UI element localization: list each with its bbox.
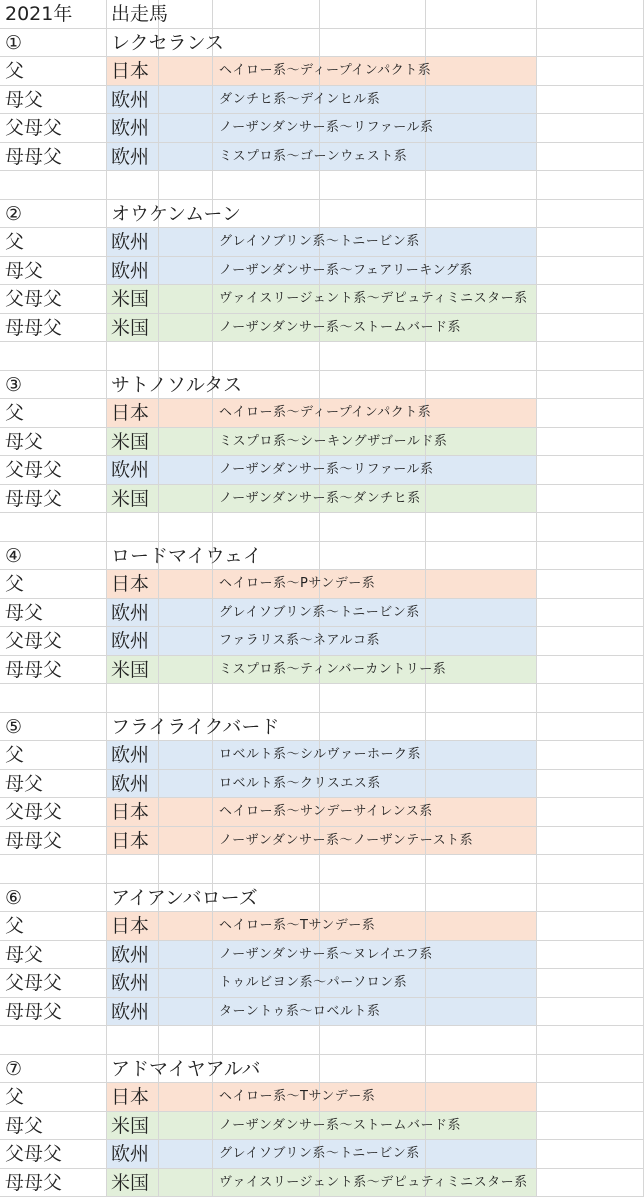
relation-label: 母母父 (5, 487, 63, 510)
region-label: 米国 (111, 1171, 150, 1194)
cell[interactable] (537, 257, 644, 286)
relation-label: 母父 (5, 259, 44, 282)
cell[interactable] (213, 0, 320, 29)
cell[interactable] (159, 456, 213, 485)
region-label: 欧州 (111, 459, 150, 481)
cell[interactable] (159, 570, 213, 599)
cell[interactable] (426, 399, 537, 428)
cell[interactable] (159, 770, 213, 799)
cell[interactable] (426, 1083, 537, 1112)
cell[interactable] (320, 884, 426, 913)
cell[interactable] (537, 171, 644, 200)
cell[interactable] (537, 342, 644, 371)
cell[interactable] (426, 570, 537, 599)
cell[interactable] (0, 1026, 107, 1055)
pedigree-row (0, 1112, 644, 1141)
horse-number: ⑥ (5, 886, 23, 909)
cell[interactable] (537, 884, 644, 913)
region-label: 米国 (111, 487, 150, 510)
sire-line-text: ロベルト系～シルヴァーホーク系 (219, 747, 422, 762)
cell[interactable] (537, 770, 644, 799)
pedigree-row (0, 941, 644, 970)
cell[interactable] (537, 1169, 644, 1198)
relation-label: 父 (5, 915, 25, 937)
cell[interactable] (537, 798, 644, 827)
cell[interactable] (537, 200, 644, 229)
relation-label: 父母父 (5, 1143, 63, 1165)
cell[interactable] (320, 513, 426, 542)
sire-line-text: ヴァイスリージェント系～デピュティミニスター系 (219, 291, 528, 306)
cell[interactable] (537, 1140, 644, 1169)
cell[interactable] (107, 1026, 159, 1055)
pedigree-row (0, 656, 644, 685)
relation-label: 母父 (5, 943, 44, 966)
cell[interactable] (426, 855, 537, 884)
cell[interactable] (320, 1055, 426, 1084)
cell[interactable] (426, 57, 537, 86)
pedigree-row (0, 86, 644, 115)
relation-label: 母母父 (5, 1171, 63, 1194)
column-header-cell: 出走馬 (111, 3, 169, 25)
cell[interactable] (426, 884, 537, 913)
horse-row (0, 371, 644, 400)
blank-row (0, 342, 644, 371)
pedigree-row (0, 599, 644, 628)
cell[interactable] (537, 143, 644, 172)
sire-line-text: ヘイロー系～Pサンデー系 (219, 576, 376, 591)
sire-line-text: ミスプロ系～シーキングザゴールド系 (219, 433, 448, 449)
pedigree-row (0, 1169, 644, 1198)
pedigree-row (0, 257, 644, 286)
region-label: 欧州 (111, 231, 150, 253)
horse-row (0, 542, 644, 571)
cell[interactable] (159, 684, 213, 713)
cell[interactable] (159, 86, 213, 115)
cell[interactable] (537, 314, 644, 343)
sire-line-text: ターントゥ系～ロベルト系 (219, 1003, 381, 1019)
cell[interactable] (159, 827, 213, 856)
region-label: 欧州 (111, 88, 150, 111)
pedigree-row (0, 1140, 644, 1169)
cell[interactable] (320, 855, 426, 884)
cell[interactable] (537, 656, 644, 685)
sire-line-text: ミスプロ系～ゴーンウェスト系 (219, 148, 408, 164)
horse-name: サトノソルタス (111, 373, 243, 396)
relation-label: 父母父 (5, 459, 63, 481)
cell[interactable] (537, 998, 644, 1027)
pedigree-row (0, 1083, 644, 1112)
cell[interactable] (537, 228, 644, 257)
cell[interactable] (320, 371, 426, 400)
relation-label: 母母父 (5, 316, 63, 339)
cell[interactable] (426, 1055, 537, 1084)
region-label: 米国 (111, 430, 150, 453)
cell[interactable] (537, 1026, 644, 1055)
cell[interactable] (537, 399, 644, 428)
pedigree-row (0, 627, 644, 656)
cell[interactable] (159, 969, 213, 998)
cell[interactable] (537, 29, 644, 58)
cell[interactable] (426, 200, 537, 229)
pedigree-row (0, 969, 644, 998)
pedigree-row (0, 228, 644, 257)
relation-label: 母母父 (5, 829, 63, 852)
cell[interactable] (537, 1055, 644, 1084)
cell[interactable] (426, 29, 537, 58)
cell[interactable] (159, 342, 213, 371)
sire-line-text: ノーザンダンサー系～ノーザンテースト系 (219, 832, 474, 848)
horse-name: ロードマイウェイ (111, 544, 262, 567)
cell[interactable] (159, 314, 213, 343)
pedigree-row (0, 570, 644, 599)
relation-label: 父母父 (5, 972, 63, 994)
horse-number: ③ (5, 373, 23, 396)
sire-line-text: ダンチヒ系～デインヒル系 (219, 91, 381, 107)
cell[interactable] (159, 656, 213, 685)
cell[interactable] (426, 143, 537, 172)
cell[interactable] (320, 200, 426, 229)
pedigree-row (0, 798, 644, 827)
cell[interactable] (537, 827, 644, 856)
horse-number: ⑤ (5, 715, 23, 738)
cell[interactable] (159, 399, 213, 428)
region-label: 日本 (111, 829, 150, 852)
cell[interactable] (320, 542, 426, 571)
horse-row (0, 200, 644, 229)
cell[interactable] (159, 741, 213, 770)
cell[interactable] (537, 969, 644, 998)
relation-label: 父 (5, 1086, 25, 1108)
region-label: 欧州 (111, 1143, 150, 1165)
cell[interactable] (159, 1112, 213, 1141)
region-label: 欧州 (111, 145, 150, 168)
cell[interactable] (0, 513, 107, 542)
cell[interactable] (320, 342, 426, 371)
relation-label: 母父 (5, 430, 44, 453)
cell[interactable] (159, 1026, 213, 1055)
cell[interactable] (107, 684, 159, 713)
cell[interactable] (159, 1083, 213, 1112)
cell[interactable] (426, 513, 537, 542)
sire-line-text: ノーザンダンサー系～リファール系 (219, 120, 434, 135)
region-label: 日本 (111, 402, 150, 424)
cell[interactable] (426, 1140, 537, 1169)
cell[interactable] (320, 713, 426, 742)
horse-name: アドマイヤアルバ (111, 1057, 261, 1080)
horse-number: ④ (5, 544, 23, 567)
sire-line-text: ノーザンダンサー系～ストームバード系 (219, 319, 461, 335)
cell[interactable] (0, 684, 107, 713)
cell[interactable] (213, 684, 320, 713)
header-row (0, 0, 644, 29)
blank-row (0, 684, 644, 713)
relation-label: 母母父 (5, 1000, 63, 1023)
cell[interactable] (537, 371, 644, 400)
region-label: 欧州 (111, 943, 150, 966)
cell[interactable] (426, 599, 537, 628)
region-label: 欧州 (111, 117, 150, 139)
cell[interactable] (320, 171, 426, 200)
cell[interactable] (159, 114, 213, 143)
year-cell: 2021年 (5, 3, 73, 25)
cell[interactable] (537, 855, 644, 884)
cell[interactable] (426, 684, 537, 713)
cell[interactable] (537, 428, 644, 457)
relation-label: 父 (5, 60, 25, 82)
pedigree-row (0, 285, 644, 314)
cell[interactable] (537, 599, 644, 628)
cell[interactable] (426, 342, 537, 371)
region-label: 日本 (111, 915, 150, 937)
sire-line-text: ヴァイスリージェント系～デピュティミニスター系 (219, 1174, 528, 1190)
cell[interactable] (426, 485, 537, 514)
cell[interactable] (426, 741, 537, 770)
blank-row (0, 855, 644, 884)
cell[interactable] (426, 969, 537, 998)
relation-label: 父母父 (5, 630, 63, 652)
sire-line-text: ヘイロー系～サンデーサイレンス系 (219, 804, 433, 819)
relation-label: 父母父 (5, 288, 63, 310)
cell[interactable] (426, 941, 537, 970)
cell[interactable] (159, 998, 213, 1027)
region-label: 米国 (111, 288, 150, 310)
region-label: 日本 (111, 573, 150, 595)
cell[interactable] (426, 713, 537, 742)
cell[interactable] (537, 285, 644, 314)
cell[interactable] (426, 798, 537, 827)
cell[interactable] (159, 941, 213, 970)
sire-line-text: ノーザンダンサー系～ダンチヒ系 (219, 490, 421, 506)
cell[interactable] (537, 912, 644, 941)
cell[interactable] (159, 627, 213, 656)
pedigree-row (0, 428, 644, 457)
cell[interactable] (159, 57, 213, 86)
cell[interactable] (107, 513, 159, 542)
cell[interactable] (537, 456, 644, 485)
cell[interactable] (426, 86, 537, 115)
relation-label: 母父 (5, 772, 44, 795)
relation-label: 父 (5, 231, 25, 253)
relation-label: 母父 (5, 601, 44, 624)
region-label: 米国 (111, 316, 150, 339)
cell[interactable] (320, 0, 426, 29)
cell[interactable] (426, 456, 537, 485)
cell[interactable] (426, 371, 537, 400)
cell[interactable] (159, 143, 213, 172)
horse-name: アイアンバローズ (111, 886, 258, 909)
cell[interactable] (537, 485, 644, 514)
horse-row (0, 884, 644, 913)
pedigree-row (0, 912, 644, 941)
cell[interactable] (159, 1140, 213, 1169)
horse-row (0, 29, 644, 58)
cell[interactable] (320, 684, 426, 713)
relation-label: 父 (5, 402, 25, 424)
cell[interactable] (426, 998, 537, 1027)
cell[interactable] (0, 342, 107, 371)
sire-line-text: ミスプロ系～ティンバーカントリー系 (219, 661, 447, 677)
cell[interactable] (537, 570, 644, 599)
cell[interactable] (159, 285, 213, 314)
cell[interactable] (537, 1112, 644, 1141)
pedigree-row (0, 485, 644, 514)
cell[interactable] (426, 770, 537, 799)
cell[interactable] (0, 855, 107, 884)
cell[interactable] (213, 171, 320, 200)
cell[interactable] (159, 798, 213, 827)
cell[interactable] (320, 1026, 426, 1055)
cell[interactable] (159, 428, 213, 457)
horse-number: ⑦ (5, 1057, 23, 1080)
pedigree-row (0, 57, 644, 86)
cell[interactable] (159, 485, 213, 514)
cell[interactable] (537, 513, 644, 542)
cell[interactable] (426, 228, 537, 257)
cell[interactable] (537, 713, 644, 742)
region-label: 米国 (111, 658, 150, 681)
cell[interactable] (320, 29, 426, 58)
sire-line-text: ヘイロー系～Tサンデー系 (219, 918, 376, 933)
blank-row (0, 513, 644, 542)
cell[interactable] (426, 542, 537, 571)
cell[interactable] (213, 342, 320, 371)
sire-line-text: グレイソブリン系～トニービン系 (219, 234, 420, 249)
cell[interactable] (426, 171, 537, 200)
cell[interactable] (213, 1026, 320, 1055)
cell[interactable] (213, 855, 320, 884)
relation-label: 母父 (5, 1114, 44, 1137)
relation-label: 母母父 (5, 658, 63, 681)
sire-line-text: ファラリス系～ネアルコ系 (219, 633, 380, 648)
region-label: 日本 (111, 60, 150, 82)
cell[interactable] (537, 684, 644, 713)
cell[interactable] (537, 741, 644, 770)
sire-line-text: ノーザンダンサー系～ヌレイエフ系 (219, 946, 433, 962)
cell[interactable] (426, 912, 537, 941)
cell[interactable] (426, 0, 537, 29)
pedigree-row (0, 770, 644, 799)
cell[interactable] (426, 627, 537, 656)
cell[interactable] (107, 171, 159, 200)
region-label: 欧州 (111, 601, 150, 624)
sire-line-text: ヘイロー系～ディープインパクト系 (219, 405, 432, 420)
relation-label: 母母父 (5, 145, 63, 168)
sire-line-text: トゥルビヨン系～パーソロン系 (219, 975, 408, 990)
horse-name: レクセランス (111, 31, 225, 54)
horse-number: ① (5, 31, 23, 54)
cell[interactable] (159, 599, 213, 628)
cell[interactable] (107, 342, 159, 371)
region-label: 日本 (111, 801, 150, 823)
cell[interactable] (159, 855, 213, 884)
cell[interactable] (107, 855, 159, 884)
relation-label: 父母父 (5, 117, 63, 139)
sire-line-text: ノーザンダンサー系～ストームバード系 (219, 1117, 461, 1133)
pedigree-row (0, 827, 644, 856)
horse-row (0, 1055, 644, 1084)
pedigree-row (0, 998, 644, 1027)
pedigree-row (0, 143, 644, 172)
sire-line-text: ノーザンダンサー系～リファール系 (219, 462, 434, 477)
cell[interactable] (0, 171, 107, 200)
cell[interactable] (537, 1083, 644, 1112)
region-label: 欧州 (111, 744, 150, 766)
cell[interactable] (426, 114, 537, 143)
cell[interactable] (213, 513, 320, 542)
pedigree-row (0, 399, 644, 428)
region-label: 欧州 (111, 972, 150, 994)
region-label: 欧州 (111, 630, 150, 652)
sire-line-text: グレイソブリン系～トニービン系 (219, 1146, 420, 1161)
cell[interactable] (159, 228, 213, 257)
sire-line-text: ノーザンダンサー系～フェアリーキング系 (219, 262, 473, 278)
cell[interactable] (159, 1169, 213, 1198)
relation-label: 父母父 (5, 801, 63, 823)
pedigree-row (0, 314, 644, 343)
region-label: 米国 (111, 1114, 150, 1137)
blank-row (0, 171, 644, 200)
sire-line-text: ヘイロー系～ディープインパクト系 (219, 63, 432, 78)
pedigree-row (0, 456, 644, 485)
sire-line-text: グレイソブリン系～トニービン系 (219, 604, 420, 620)
horse-number: ② (5, 202, 23, 225)
horse-name: フライライクバード (111, 715, 280, 738)
cell[interactable] (159, 171, 213, 200)
pedigree-row (0, 741, 644, 770)
horse-name: オウケンムーン (111, 202, 241, 225)
region-label: 日本 (111, 1086, 150, 1108)
cell[interactable] (537, 941, 644, 970)
horse-row (0, 713, 644, 742)
cell[interactable] (537, 627, 644, 656)
cell[interactable] (537, 114, 644, 143)
region-label: 欧州 (111, 259, 150, 282)
cell[interactable] (537, 57, 644, 86)
blank-row (0, 1026, 644, 1055)
cell[interactable] (537, 0, 644, 29)
region-label: 欧州 (111, 772, 150, 795)
pedigree-row (0, 114, 644, 143)
cell[interactable] (159, 912, 213, 941)
relation-label: 父 (5, 744, 25, 766)
sire-line-text: ロベルト系～クリスエス系 (219, 775, 381, 791)
cell[interactable] (159, 513, 213, 542)
cell[interactable] (213, 29, 320, 58)
cell[interactable] (426, 1026, 537, 1055)
relation-label: 父 (5, 573, 25, 595)
cell[interactable] (537, 542, 644, 571)
cell[interactable] (159, 257, 213, 286)
region-label: 欧州 (111, 1000, 150, 1023)
relation-label: 母父 (5, 88, 44, 111)
sire-line-text: ヘイロー系～Tサンデー系 (219, 1089, 376, 1104)
cell[interactable] (537, 86, 644, 115)
